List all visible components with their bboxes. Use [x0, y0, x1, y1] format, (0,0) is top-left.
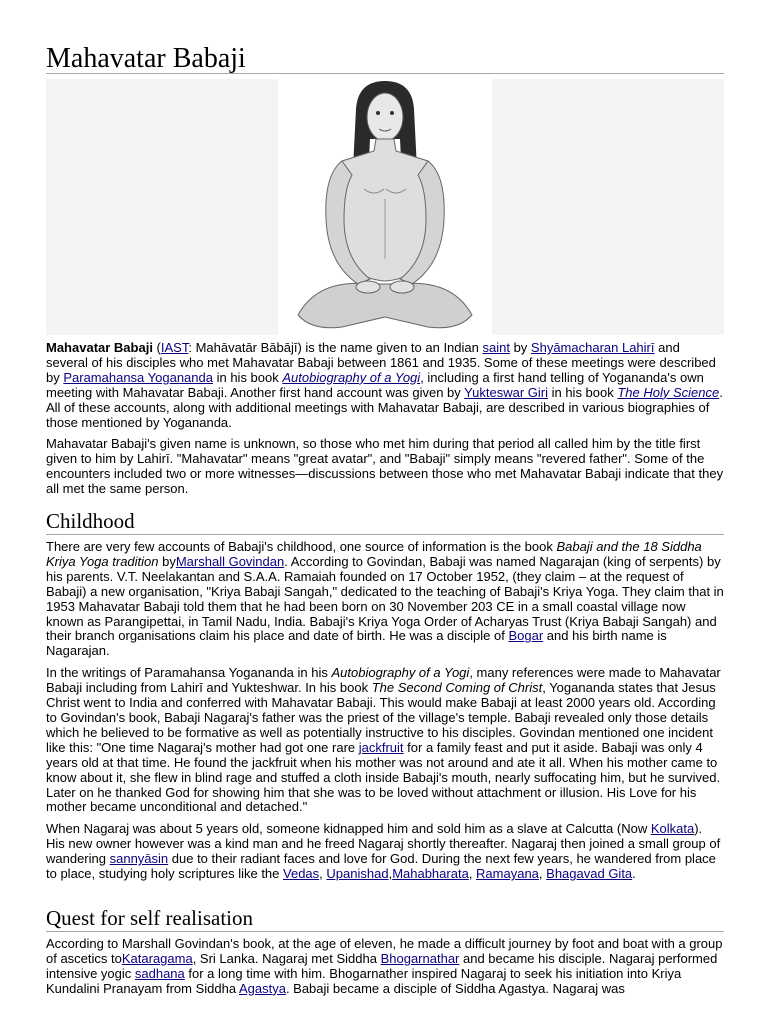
babaji-portrait-icon	[278, 79, 492, 335]
iast-link[interactable]: IAST	[160, 340, 189, 355]
childhood-paragraph-3: When Nagaraj was about 5 years old, someone kidnapped him and sold him as a slave at Calcutta (Now Kolkata). His new owner however was a kind man and he freed Nagaraj shortly thereafter. Nagaraj then joined a small group of wandering sannyāsin due to their radiant faces and love for God. During the next few years, he wandered from place to place, studying holy scriptures like the Vedas, Upanishad,Mahabharata, Ramayana, Bhagavad Gita.	[46, 821, 721, 882]
yukteswar-link[interactable]: Yukteswar Giri	[464, 384, 548, 400]
quest-paragraph-1: According to Marshall Govindan's book, at the age of eleven, he made a difficult journey by foot and boat with a group of ascetics toKataragama, Sri Lanka. Nagaraj met Siddha Bhogarnathar and became his disciple. Nagaraj performed intensive yogic sadhana for a long time with him. Bhogarnather inspired Nagaraj to seek his initiation into Kriya Kundalini Pranayam from Siddha Agastya. Babaji became a disciple of Siddha Agastya. Nagaraj was	[46, 936, 723, 996]
autobiography-link[interactable]: Autobiography of a Yogi	[282, 369, 421, 385]
intro-section	[46, 341, 724, 497]
lahiri-link[interactable]: Shyāmacharan Lahirī	[530, 340, 655, 355]
jackfruit-link[interactable]: jackfruit	[358, 739, 404, 755]
childhood-heading: Childhood	[46, 509, 724, 535]
childhood-paragraph-1: There are very few accounts of Babaji's childhood, one source of information is the book Babaji and the 18 Siddha Kriya Yoga tradition byMarshall Govindan. According to Govindan, Babaji was named Nagarajan (king of serpents) by his parents. V.T. Neelakantan and S.A.A. Ramaiah founded on 17 October 1952, (they claim – at the request of Babaji) a new organisation, "Kriya Babaji Sangah," dedicated to the teaching of Babaji's Kriya Yoga. They claim that in 1953 Mahavatar Babaji told them that he had been born on 30 November 203 CE in a small coastal village now known as Parangipettai, in Tamil Nadu, India. Babaji's Kriya Yoga Order of Acharyas Trust (Kriya Babaji Sangah) and their branch organisations claim his place and date of birth. He was a disciple of Bogar and his birth name is Nagarajan.	[46, 539, 724, 659]
bhogarnathar-link[interactable]: Bhogarnathar	[380, 950, 460, 966]
childhood-section	[46, 540, 724, 882]
upanishad-link[interactable]: Upanishad	[326, 866, 389, 882]
portrait-figure	[46, 79, 724, 335]
yogananda-link[interactable]: Paramahansa Yogananda	[63, 369, 213, 385]
govindan-link[interactable]: Marshall Govindan	[175, 553, 285, 569]
quest-heading: Quest for self realisation	[46, 906, 724, 932]
sadhana-link[interactable]: sadhana	[134, 965, 185, 981]
holy-science-link[interactable]: The Holy Science	[617, 384, 720, 400]
ramayana-link[interactable]: Ramayana	[476, 866, 539, 882]
childhood-paragraph-2: In the writings of Paramahansa Yogananda in his Autobiography of a Yogi, many references were made to Mahavatar Babaji including from Lahirī and Yukteshwar. In his book The Second Coming of Christ, Yogananda states that Jesus Christ went to India and conferred with Mahavatar Babaji. This would make Babaji at least 2000 years old. According to Govindan's book, Babaji Nagaraj's father was the priest of the village's temple. Babaji revealed only those details which he believed to be formative as well as potentially instructive to his disciples. Govindan mentioned one incident like this: "One time Nagaraj's mother had got one rare jackfruit for a family feast and put it aside. Babaji was only 4 years old at that time. He found the jackfruit when his mother was not around and ate it all. When his mother came to know about it, she flew in blind rage and stuffed a cloth inside Babaji's mouth, nearly suffocating him, but he survived. Later on he thanked God for showing him that she was to be loved without attachment or illusion. His Love for his mother became unconditional and detached."	[46, 665, 721, 815]
bogar-link[interactable]: Bogar	[508, 628, 544, 644]
saint-link[interactable]: saint	[482, 340, 510, 355]
quest-section	[46, 937, 724, 997]
kataragama-link[interactable]: Kataragama	[121, 950, 193, 966]
page-title: Mahavatar Babaji	[46, 42, 724, 74]
bhagavad-gita-link[interactable]: Bhagavad Gita	[546, 866, 633, 882]
subject-name: Mahavatar Babaji	[46, 340, 153, 355]
intro-paragraph: Mahavatar Babaji (IAST: Mahāvatār Bābājī) is the name given to an Indian saint by Shyāmacharan Lahirī and several of his disciples who met Mahavatar Babaji between 1861 and 1935. Some of these meetings were described by Paramahansa Yogananda in his book Autobiography of a Yogi, including a first hand telling of Yogananda's own meeting with Mahavatar Babaji. Another first hand account was given by Yukteswar Giri in his book The Holy Science. All of these accounts, along with additional meetings with Mahavatar Babaji, are described in various biographies of those mentioned by Yogananda.	[46, 340, 723, 430]
kolkata-link[interactable]: Kolkata	[650, 821, 695, 837]
name-paragraph: Mahavatar Babaji's given name is unknown, so those who met him during that period all called him by the title first given to him by Lahirī. "Mahavatar" means "great avatar", and "Babaji" simply means "revered father". Some of the encounters included two or more witnesses—discussions between those who met Mahavatar Babaji indicate that they all met the same person.	[46, 436, 724, 497]
sannyasin-link[interactable]: sannyāsin	[109, 851, 169, 867]
agastya-link[interactable]: Agastya	[238, 980, 286, 996]
mahabharata-link[interactable]: Mahabharata	[392, 866, 469, 882]
vedas-link[interactable]: Vedas	[283, 866, 320, 882]
